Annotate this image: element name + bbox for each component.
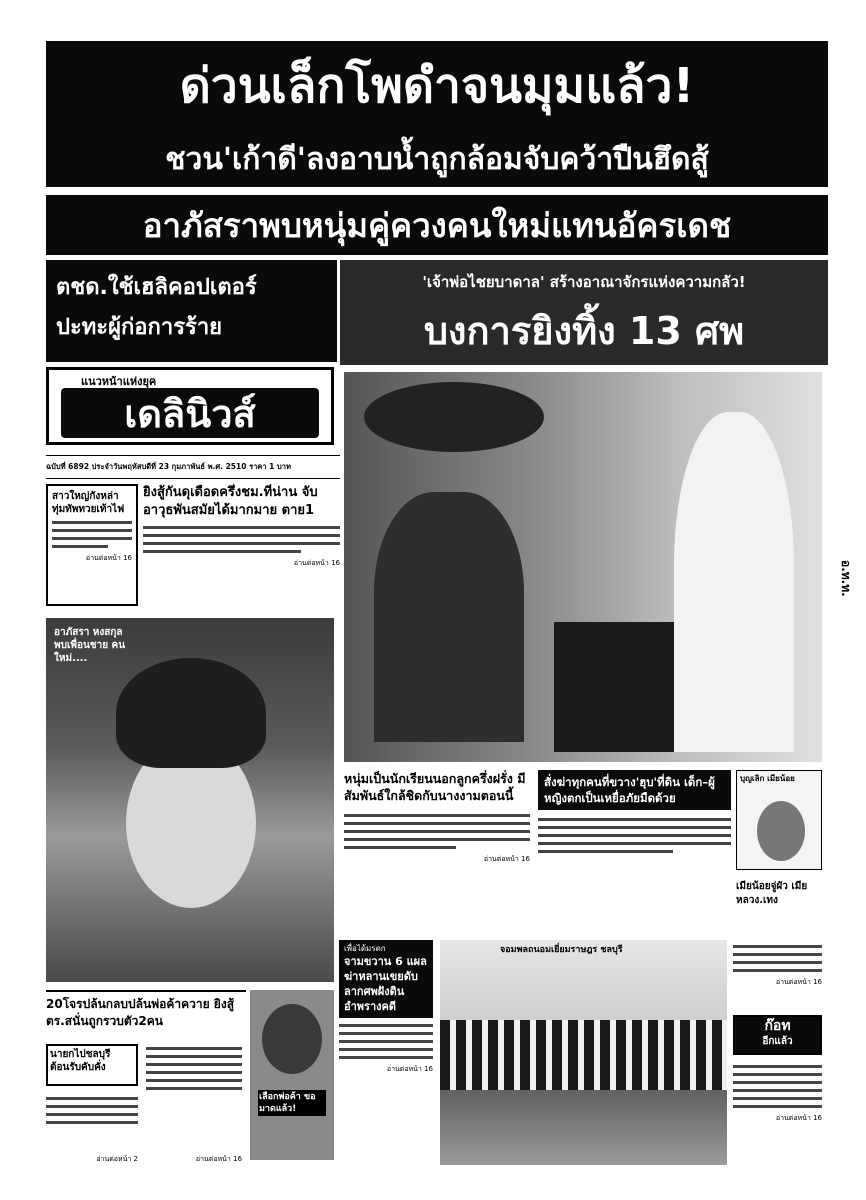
photo-ceremony <box>344 372 822 762</box>
photo-boy <box>250 990 334 1160</box>
story-axe <box>339 940 433 1170</box>
story-buffalo-body <box>146 1042 242 1095</box>
crowd-caption: จอมพลถนอมเยี่ยมราษฎร ชลบุรี <box>500 945 623 955</box>
boy-caption: เลือกพ่อค้า ขอมาดแล้ว! <box>258 1090 326 1116</box>
headline-main: ด่วนเล็กโพดำจนมุมแล้ว! <box>179 58 695 114</box>
story-buffalo <box>46 990 246 1170</box>
story-axe-title: จามขวาน 6 แผล ฆ่าหลานเขยดับ ลากศพฝังดิน อำพรางคดี <box>344 955 427 1013</box>
story-axe-box <box>339 940 433 1018</box>
brief-left-body <box>52 521 132 548</box>
kort-box <box>733 1015 822 1055</box>
story-wife <box>736 880 822 935</box>
story-kort-body <box>733 1065 822 1108</box>
issue-line: ฉบับที่ 6892 ประจำวันพฤหัสบดีที่ 23 กุมภาพันธ์ พ.ศ. 2510 ราคา 1 บาท <box>46 455 340 479</box>
helicopter-line2: ปะทะผู้ก่อการร้าย <box>56 315 223 340</box>
story-student-title: หนุ่มเป็นนักเรียนนอกลูกครึ่งฝรั่ง มีสัมพันธ์ใกล้ชิดกับนางงามตอนนี้ <box>344 771 526 803</box>
brief-left-title: สาวใหญ่กังหล่า ทุ่มทัพทวยเท้าไฟ <box>52 491 125 515</box>
masthead-logo <box>61 388 319 438</box>
story-right-bottom <box>733 940 822 1010</box>
boonlerk-face <box>757 801 805 861</box>
brief-left-more: อ่านต่อหน้า 16 <box>85 554 132 562</box>
story-buffalo-title: 20โจรปล้นกลบปล้นพ่อค้าควาย ยิงสู้ตร.สนั่นถูกรวบตัว2คน <box>46 997 235 1028</box>
masthead-name: เดลินิวส์ <box>124 391 256 436</box>
pm-box-title: นายกไปชลบุรี ต้อนรับคับคั่ง <box>50 1049 111 1073</box>
story-student-more: อ่านต่อหน้า 16 <box>483 855 530 863</box>
story-axe-kicker: เพื่อได้มรดก <box>344 944 386 953</box>
story-kort <box>733 1060 822 1170</box>
story-land-body <box>538 818 731 853</box>
godfather-box <box>340 260 828 365</box>
helicopter-box <box>46 260 337 362</box>
headline-third: อาภัสราพบหนุ่มคู่ควงคนใหม่แทนอัครเดช <box>142 205 732 245</box>
story-kort-more: อ่านต่อหน้า 16 <box>775 1114 822 1122</box>
story-nan-body <box>143 526 340 553</box>
story-buffalo-more: อ่านต่อหน้า 2 <box>96 1155 138 1163</box>
story-right-bottom-more: อ่านต่อหน้า 16 <box>775 978 822 986</box>
ceremony-man <box>374 492 524 742</box>
story-axe-more: อ่านต่อหน้า 16 <box>386 1065 433 1073</box>
story-student-body <box>344 814 530 849</box>
crowd-people <box>440 1020 727 1090</box>
boy-face <box>262 1004 322 1074</box>
portrait-caption: อาภัสรา หงสกุล พบเพื่อนชาย คนใหม่.... <box>54 627 126 664</box>
story-nan <box>143 484 340 606</box>
kort-line1: ก๊อท <box>764 1018 791 1034</box>
ceremony-caption-bubble <box>364 382 544 452</box>
side-mark: อ.ท.ท. <box>839 560 853 597</box>
godfather-headline: บงการยิงทิ้ง 13 ศพ <box>423 309 745 353</box>
masthead-tagline: แนวหน้าแห่งยุค <box>81 375 157 388</box>
story-land <box>538 770 731 930</box>
pm-box <box>46 1044 138 1086</box>
headline-third-block <box>46 195 828 255</box>
headline-sub-block <box>46 131 828 187</box>
story-axe-body <box>339 1024 433 1059</box>
boonlerk-caption: บุญเลิก เมียน้อย <box>740 774 795 783</box>
pm-body <box>46 1092 138 1129</box>
ceremony-podium <box>554 622 674 752</box>
headline-main-block <box>46 41 828 131</box>
story-nan-more: อ่านต่อหน้า 16 <box>293 559 340 567</box>
photo-boonlerk <box>736 770 822 870</box>
story-right-bottom-body <box>733 945 822 972</box>
headline-sub: ชวน'เก้าดี'ลงอาบน้ำถูกล้อมจับคว้าปืนฮึดสู้ <box>165 141 709 177</box>
masthead <box>46 367 334 445</box>
photo-apasra-portrait <box>46 618 334 982</box>
photo-crowd <box>440 940 727 1165</box>
story-student <box>344 770 530 930</box>
kort-line2: อีกแล้ว <box>762 1036 793 1047</box>
brief-box-left <box>46 484 138 606</box>
portrait-hair <box>116 658 266 768</box>
story-buffalo-more2: อ่านต่อหน้า 16 <box>195 1155 242 1163</box>
story-nan-title: ยิงสู้กันดุเดือดครึ่งชม.ที่น่าน จับอาวุธพันสมัยได้มากมาย ตาย1 <box>143 485 318 518</box>
story-land-title: สั่งฆ่าทุกคนที่ขวาง'ฮุบ'ที่ดิน เด็ก–ผู้หญิงตกเป็นเหยื่อภัยมืดด้วย <box>538 770 731 810</box>
story-wife-title: เมียน้อยจู่ผัว เมียหลวง.เทง <box>736 881 808 906</box>
ceremony-woman <box>674 412 794 752</box>
helicopter-line1: ตชด.ใช้เฮลิคอปเตอร์ <box>56 275 257 300</box>
godfather-kicker: 'เจ้าพ่อไชยบาดาล' สร้างอาณาจักรแห่งความกลัว! <box>422 273 746 291</box>
